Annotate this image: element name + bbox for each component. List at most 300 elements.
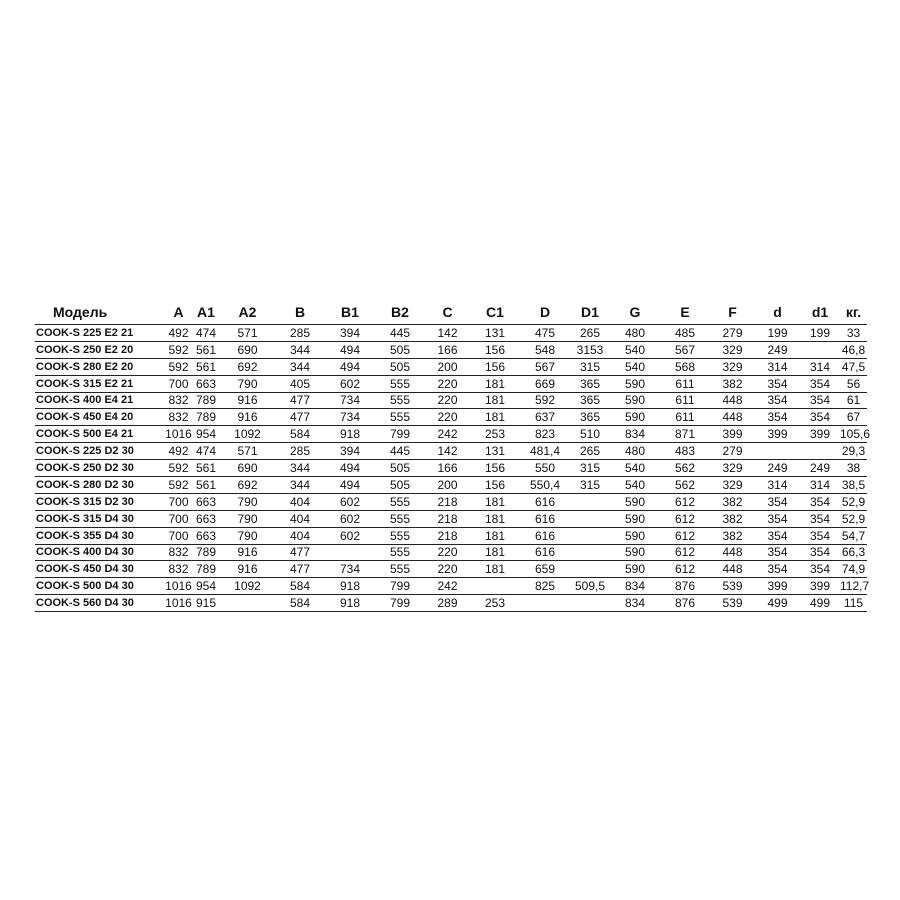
value-cell: 354 bbox=[800, 392, 840, 409]
table-row bbox=[35, 443, 867, 460]
value-cell: 918 bbox=[325, 595, 375, 612]
table-row bbox=[35, 510, 867, 527]
value-cell: 249 bbox=[800, 460, 840, 477]
value-cell: 265 bbox=[570, 443, 610, 460]
value-cell: 789 bbox=[192, 392, 220, 409]
model-cell: COOK-S 400 E4 21 bbox=[35, 392, 165, 409]
value-cell: 590 bbox=[610, 544, 660, 561]
model-cell: COOK-S 315 E2 21 bbox=[35, 375, 165, 392]
value-cell: 612 bbox=[660, 561, 710, 578]
value-cell: 481,4 bbox=[520, 443, 570, 460]
value-cell: 832 bbox=[165, 392, 192, 409]
value-cell: 52,9 bbox=[841, 511, 866, 526]
value-cell: 700 bbox=[165, 510, 192, 527]
value-cell: 218 bbox=[425, 527, 470, 544]
table-row bbox=[35, 527, 867, 544]
value-cell: 499 bbox=[800, 595, 840, 612]
value-cell: 602 bbox=[325, 493, 375, 510]
value-cell: 220 bbox=[425, 544, 470, 561]
value-cell: 550 bbox=[520, 460, 570, 477]
value-cell: 156 bbox=[470, 460, 520, 477]
specifications-table bbox=[35, 300, 871, 612]
model-cell: COOK-S 315 D2 30 bbox=[35, 493, 165, 510]
value-cell: 790 bbox=[220, 527, 275, 544]
value-cell: 181 bbox=[470, 561, 520, 578]
value-cell: 477 bbox=[275, 392, 325, 409]
value-cell: 249 bbox=[755, 341, 800, 358]
value-cell: 354 bbox=[800, 493, 840, 510]
table-row bbox=[35, 493, 867, 510]
value-cell: 499 bbox=[755, 595, 800, 612]
value-cell: 354 bbox=[755, 409, 800, 426]
model-cell: COOK-S 500 E4 21 bbox=[35, 426, 165, 443]
value-cell: 329 bbox=[710, 477, 755, 494]
value-cell: 590 bbox=[610, 375, 660, 392]
value-cell: 354 bbox=[755, 493, 800, 510]
value-cell: 483 bbox=[660, 443, 710, 460]
value-cell: 561 bbox=[192, 341, 220, 358]
value-cell: 602 bbox=[325, 510, 375, 527]
value-cell: 448 bbox=[710, 409, 755, 426]
value-cell: 494 bbox=[325, 358, 375, 375]
value-cell: 539 bbox=[710, 595, 755, 612]
table-row bbox=[35, 595, 867, 612]
value-cell: 394 bbox=[325, 325, 375, 342]
value-cell: 61 bbox=[840, 392, 867, 409]
value-cell: 74,9 bbox=[841, 562, 866, 577]
model-cell: COOK-S 280 D2 30 bbox=[35, 477, 165, 494]
value-cell: 562 bbox=[660, 477, 710, 494]
value-cell: 166 bbox=[425, 341, 470, 358]
value-cell: 692 bbox=[220, 358, 275, 375]
value-cell: 734 bbox=[325, 561, 375, 578]
value-cell: 1092 bbox=[220, 426, 275, 443]
value-cell: 33 bbox=[840, 325, 867, 342]
value-cell: 242 bbox=[425, 578, 470, 595]
value-cell: 616 bbox=[520, 493, 570, 510]
value-cell: 561 bbox=[192, 358, 220, 375]
value-cell: 156 bbox=[470, 477, 520, 494]
column-header: B1 bbox=[341, 304, 359, 320]
value-cell: 200 bbox=[425, 358, 470, 375]
value-cell: 314 bbox=[755, 358, 800, 375]
value-cell: 555 bbox=[375, 544, 425, 561]
value-cell: 669 bbox=[520, 375, 570, 392]
value-cell: 285 bbox=[275, 325, 325, 342]
value-cell: 314 bbox=[755, 477, 800, 494]
value-cell: 329 bbox=[710, 358, 755, 375]
model-cell: COOK-S 355 D4 30 bbox=[35, 527, 165, 544]
value-cell: 592 bbox=[165, 341, 192, 358]
value-cell: 354 bbox=[755, 544, 800, 561]
value-cell: 832 bbox=[165, 544, 192, 561]
value-cell: 181 bbox=[470, 392, 520, 409]
value-cell bbox=[570, 544, 610, 561]
value-cell: 510 bbox=[570, 426, 610, 443]
value-cell: 253 bbox=[470, 595, 520, 612]
value-cell: 590 bbox=[610, 527, 660, 544]
value-cell bbox=[800, 341, 840, 358]
value-cell: 131 bbox=[470, 443, 520, 460]
value-cell: 612 bbox=[660, 527, 710, 544]
value-cell: 700 bbox=[165, 375, 192, 392]
value-cell: 142 bbox=[425, 325, 470, 342]
value-cell: 52,9 bbox=[841, 494, 866, 509]
value-cell: 344 bbox=[275, 358, 325, 375]
value-cell: 475 bbox=[520, 325, 570, 342]
column-header: B2 bbox=[391, 304, 409, 320]
value-cell: 799 bbox=[375, 578, 425, 595]
value-cell: 448 bbox=[710, 392, 755, 409]
value-cell: 790 bbox=[220, 510, 275, 527]
value-cell: 592 bbox=[165, 477, 192, 494]
value-cell: 592 bbox=[165, 358, 192, 375]
value-cell: 354 bbox=[800, 510, 840, 527]
value-cell: 354 bbox=[800, 544, 840, 561]
value-cell: 663 bbox=[192, 527, 220, 544]
value-cell: 540 bbox=[610, 460, 660, 477]
value-cell bbox=[570, 527, 610, 544]
column-header: D1 bbox=[581, 304, 599, 320]
value-cell: 156 bbox=[470, 358, 520, 375]
value-cell: 3153 bbox=[570, 341, 610, 358]
value-cell: 448 bbox=[710, 544, 755, 561]
value-cell: 590 bbox=[610, 510, 660, 527]
value-cell: 611 bbox=[660, 375, 710, 392]
value-cell: 494 bbox=[325, 460, 375, 477]
value-cell: 485 bbox=[660, 325, 710, 342]
value-cell: 399 bbox=[755, 426, 800, 443]
value-cell: 637 bbox=[520, 409, 570, 426]
value-cell: 249 bbox=[755, 460, 800, 477]
value-cell: 789 bbox=[192, 561, 220, 578]
value-cell bbox=[570, 493, 610, 510]
table-row bbox=[35, 392, 867, 409]
value-cell: 354 bbox=[800, 375, 840, 392]
column-header-model: Модель bbox=[53, 304, 108, 320]
value-cell: 315 bbox=[570, 460, 610, 477]
table-row bbox=[35, 341, 867, 358]
column-header: B bbox=[294, 304, 306, 320]
value-cell: 265 bbox=[570, 325, 610, 342]
value-cell: 505 bbox=[375, 341, 425, 358]
value-cell: 509,5 bbox=[570, 578, 610, 595]
value-cell: 918 bbox=[325, 578, 375, 595]
value-cell: 115 bbox=[840, 595, 867, 612]
model-cell: COOK-S 450 E4 20 bbox=[35, 409, 165, 426]
value-cell: 876 bbox=[660, 595, 710, 612]
value-cell: 918 bbox=[325, 426, 375, 443]
value-cell: 799 bbox=[375, 595, 425, 612]
value-cell: 590 bbox=[610, 409, 660, 426]
value-cell: 105,6 bbox=[840, 427, 871, 442]
value-cell: 382 bbox=[710, 493, 755, 510]
value-cell: 56 bbox=[840, 375, 867, 392]
value-cell: 567 bbox=[520, 358, 570, 375]
value-cell: 285 bbox=[275, 443, 325, 460]
value-cell: 477 bbox=[275, 544, 325, 561]
value-cell: 834 bbox=[610, 595, 660, 612]
model-cell: COOK-S 280 E2 20 bbox=[35, 358, 165, 375]
value-cell: 790 bbox=[220, 493, 275, 510]
value-cell: 181 bbox=[470, 409, 520, 426]
column-header: G bbox=[629, 304, 641, 320]
value-cell: 590 bbox=[610, 493, 660, 510]
value-cell: 279 bbox=[710, 325, 755, 342]
value-cell: 492 bbox=[165, 443, 192, 460]
value-cell: 555 bbox=[375, 493, 425, 510]
value-cell: 399 bbox=[800, 578, 840, 595]
value-cell: 181 bbox=[470, 375, 520, 392]
value-cell: 611 bbox=[660, 409, 710, 426]
value-cell: 354 bbox=[800, 527, 840, 544]
value-cell: 540 bbox=[610, 358, 660, 375]
value-cell: 1016 bbox=[165, 427, 192, 442]
model-cell: COOK-S 450 D4 30 bbox=[35, 561, 165, 578]
value-cell: 315 bbox=[570, 358, 610, 375]
column-header: d bbox=[773, 304, 782, 320]
table-row bbox=[35, 477, 867, 494]
value-cell: 690 bbox=[220, 341, 275, 358]
value-cell: 199 bbox=[755, 325, 800, 342]
value-cell: 220 bbox=[425, 392, 470, 409]
column-header: C1 bbox=[486, 304, 504, 320]
value-cell: 505 bbox=[375, 358, 425, 375]
value-cell: 834 bbox=[610, 426, 660, 443]
value-cell: 584 bbox=[275, 595, 325, 612]
value-cell: 67 bbox=[840, 409, 867, 426]
value-cell: 156 bbox=[470, 341, 520, 358]
value-cell: 602 bbox=[325, 375, 375, 392]
value-cell: 876 bbox=[660, 578, 710, 595]
value-cell: 825 bbox=[520, 578, 570, 595]
model-cell: COOK-S 225 E2 21 bbox=[35, 325, 165, 342]
value-cell: 477 bbox=[275, 561, 325, 578]
value-cell: 220 bbox=[425, 561, 470, 578]
value-cell: 692 bbox=[220, 477, 275, 494]
value-cell: 616 bbox=[520, 510, 570, 527]
value-cell: 823 bbox=[520, 426, 570, 443]
model-cell: COOK-S 500 D4 30 bbox=[35, 578, 165, 595]
column-header: A bbox=[173, 304, 184, 320]
value-cell: 871 bbox=[660, 426, 710, 443]
value-cell: 365 bbox=[570, 375, 610, 392]
value-cell: 142 bbox=[425, 443, 470, 460]
value-cell: 555 bbox=[375, 510, 425, 527]
value-cell: 289 bbox=[425, 595, 470, 612]
value-cell: 382 bbox=[710, 527, 755, 544]
value-cell: 181 bbox=[470, 527, 520, 544]
value-cell: 540 bbox=[610, 341, 660, 358]
value-cell: 354 bbox=[755, 527, 800, 544]
value-cell: 954 bbox=[192, 426, 220, 443]
value-cell: 663 bbox=[192, 510, 220, 527]
value-cell: 445 bbox=[375, 443, 425, 460]
value-cell: 181 bbox=[470, 510, 520, 527]
value-cell: 181 bbox=[470, 493, 520, 510]
value-cell: 200 bbox=[425, 477, 470, 494]
value-cell: 561 bbox=[192, 477, 220, 494]
value-cell: 834 bbox=[610, 578, 660, 595]
value-cell: 474 bbox=[192, 325, 220, 342]
value-cell: 548 bbox=[520, 341, 570, 358]
value-cell: 394 bbox=[325, 443, 375, 460]
value-cell: 555 bbox=[375, 409, 425, 426]
value-cell: 399 bbox=[800, 426, 840, 443]
value-cell: 242 bbox=[425, 426, 470, 443]
value-cell bbox=[755, 443, 800, 460]
value-cell: 166 bbox=[425, 460, 470, 477]
value-cell: 46,8 bbox=[841, 342, 866, 357]
value-cell: 555 bbox=[375, 527, 425, 544]
value-cell bbox=[220, 595, 275, 612]
value-cell: 612 bbox=[660, 493, 710, 510]
value-cell: 659 bbox=[520, 561, 570, 578]
value-cell: 354 bbox=[800, 409, 840, 426]
value-cell: 448 bbox=[710, 561, 755, 578]
value-cell: 445 bbox=[375, 325, 425, 342]
value-cell: 405 bbox=[275, 375, 325, 392]
value-cell: 592 bbox=[165, 460, 192, 477]
value-cell: 66,3 bbox=[841, 545, 866, 560]
value-cell: 789 bbox=[192, 409, 220, 426]
table-body bbox=[35, 325, 871, 612]
value-cell: 315 bbox=[570, 477, 610, 494]
value-cell: 550,4 bbox=[520, 477, 570, 494]
model-cell: COOK-S 250 E2 20 bbox=[35, 341, 165, 358]
value-cell: 404 bbox=[275, 510, 325, 527]
value-cell: 477 bbox=[275, 409, 325, 426]
value-cell: 354 bbox=[800, 561, 840, 578]
value-cell: 561 bbox=[192, 460, 220, 477]
value-cell: 354 bbox=[755, 392, 800, 409]
model-cell: COOK-S 225 D2 30 bbox=[35, 443, 165, 460]
value-cell: 571 bbox=[220, 325, 275, 342]
value-cell: 590 bbox=[610, 392, 660, 409]
value-cell: 567 bbox=[660, 341, 710, 358]
value-cell: 494 bbox=[325, 477, 375, 494]
value-cell: 590 bbox=[610, 561, 660, 578]
value-cell: 832 bbox=[165, 409, 192, 426]
value-cell: 616 bbox=[520, 527, 570, 544]
value-cell: 1092 bbox=[220, 578, 275, 595]
value-cell bbox=[570, 595, 610, 612]
value-cell: 404 bbox=[275, 527, 325, 544]
value-cell: 663 bbox=[192, 375, 220, 392]
value-cell: 329 bbox=[710, 460, 755, 477]
value-cell: 480 bbox=[610, 325, 660, 342]
value-cell: 220 bbox=[425, 409, 470, 426]
value-cell: 584 bbox=[275, 578, 325, 595]
value-cell: 562 bbox=[660, 460, 710, 477]
value-cell: 131 bbox=[470, 325, 520, 342]
value-cell: 354 bbox=[755, 561, 800, 578]
value-cell: 29,3 bbox=[841, 444, 866, 459]
model-cell: COOK-S 315 D4 30 bbox=[35, 510, 165, 527]
value-cell: 474 bbox=[192, 443, 220, 460]
value-cell: 314 bbox=[800, 477, 840, 494]
value-cell: 354 bbox=[755, 375, 800, 392]
table-row bbox=[35, 375, 867, 392]
value-cell: 505 bbox=[375, 460, 425, 477]
value-cell: 799 bbox=[375, 426, 425, 443]
value-cell: 663 bbox=[192, 493, 220, 510]
value-cell: 571 bbox=[220, 443, 275, 460]
value-cell: 492 bbox=[165, 325, 192, 342]
value-cell bbox=[470, 578, 520, 595]
value-cell: 329 bbox=[710, 341, 755, 358]
value-cell: 480 bbox=[610, 443, 660, 460]
value-cell: 314 bbox=[800, 358, 840, 375]
value-cell: 700 bbox=[165, 493, 192, 510]
value-cell: 404 bbox=[275, 493, 325, 510]
value-cell: 916 bbox=[220, 392, 275, 409]
value-cell: 1016 bbox=[165, 596, 192, 611]
value-cell: 612 bbox=[660, 544, 710, 561]
value-cell bbox=[570, 561, 610, 578]
table-row bbox=[35, 409, 867, 426]
value-cell: 539 bbox=[710, 578, 755, 595]
column-header: A1 bbox=[197, 304, 215, 320]
value-cell: 734 bbox=[325, 392, 375, 409]
value-cell: 344 bbox=[275, 460, 325, 477]
value-cell: 505 bbox=[375, 477, 425, 494]
value-cell: 916 bbox=[220, 561, 275, 578]
value-cell: 1016 bbox=[165, 579, 192, 594]
value-cell bbox=[520, 595, 570, 612]
table-row bbox=[35, 561, 867, 578]
value-cell: 616 bbox=[520, 544, 570, 561]
value-cell: 399 bbox=[755, 578, 800, 595]
column-header: F bbox=[728, 304, 737, 320]
model-cell: COOK-S 560 D4 30 bbox=[35, 595, 165, 612]
value-cell: 382 bbox=[710, 375, 755, 392]
value-cell: 365 bbox=[570, 392, 610, 409]
value-cell: 700 bbox=[165, 527, 192, 544]
column-header: D bbox=[539, 304, 551, 320]
model-cell: COOK-S 250 D2 30 bbox=[35, 460, 165, 477]
value-cell: 47,5 bbox=[841, 359, 866, 374]
value-cell: 38 bbox=[840, 460, 867, 477]
column-header: C bbox=[442, 304, 453, 320]
table-row bbox=[35, 544, 867, 561]
value-cell: 568 bbox=[660, 358, 710, 375]
value-cell: 790 bbox=[220, 375, 275, 392]
value-cell: 218 bbox=[425, 493, 470, 510]
value-cell: 789 bbox=[192, 544, 220, 561]
value-cell bbox=[325, 544, 375, 561]
value-cell: 344 bbox=[275, 477, 325, 494]
table-row bbox=[35, 426, 867, 443]
value-cell: 916 bbox=[220, 544, 275, 561]
value-cell: 494 bbox=[325, 341, 375, 358]
value-cell: 38,5 bbox=[841, 477, 866, 492]
value-cell: 181 bbox=[470, 544, 520, 561]
value-cell: 690 bbox=[220, 460, 275, 477]
value-cell: 602 bbox=[325, 527, 375, 544]
column-header: d1 bbox=[811, 304, 829, 320]
value-cell: 399 bbox=[710, 426, 755, 443]
value-cell: 365 bbox=[570, 409, 610, 426]
value-cell: 218 bbox=[425, 510, 470, 527]
value-cell: 555 bbox=[375, 392, 425, 409]
model-cell: COOK-S 400 D4 30 bbox=[35, 544, 165, 561]
value-cell: 112,7 bbox=[840, 579, 870, 594]
value-cell: 592 bbox=[520, 392, 570, 409]
column-header: A2 bbox=[238, 304, 257, 320]
value-cell: 611 bbox=[660, 392, 710, 409]
value-cell: 253 bbox=[470, 426, 520, 443]
